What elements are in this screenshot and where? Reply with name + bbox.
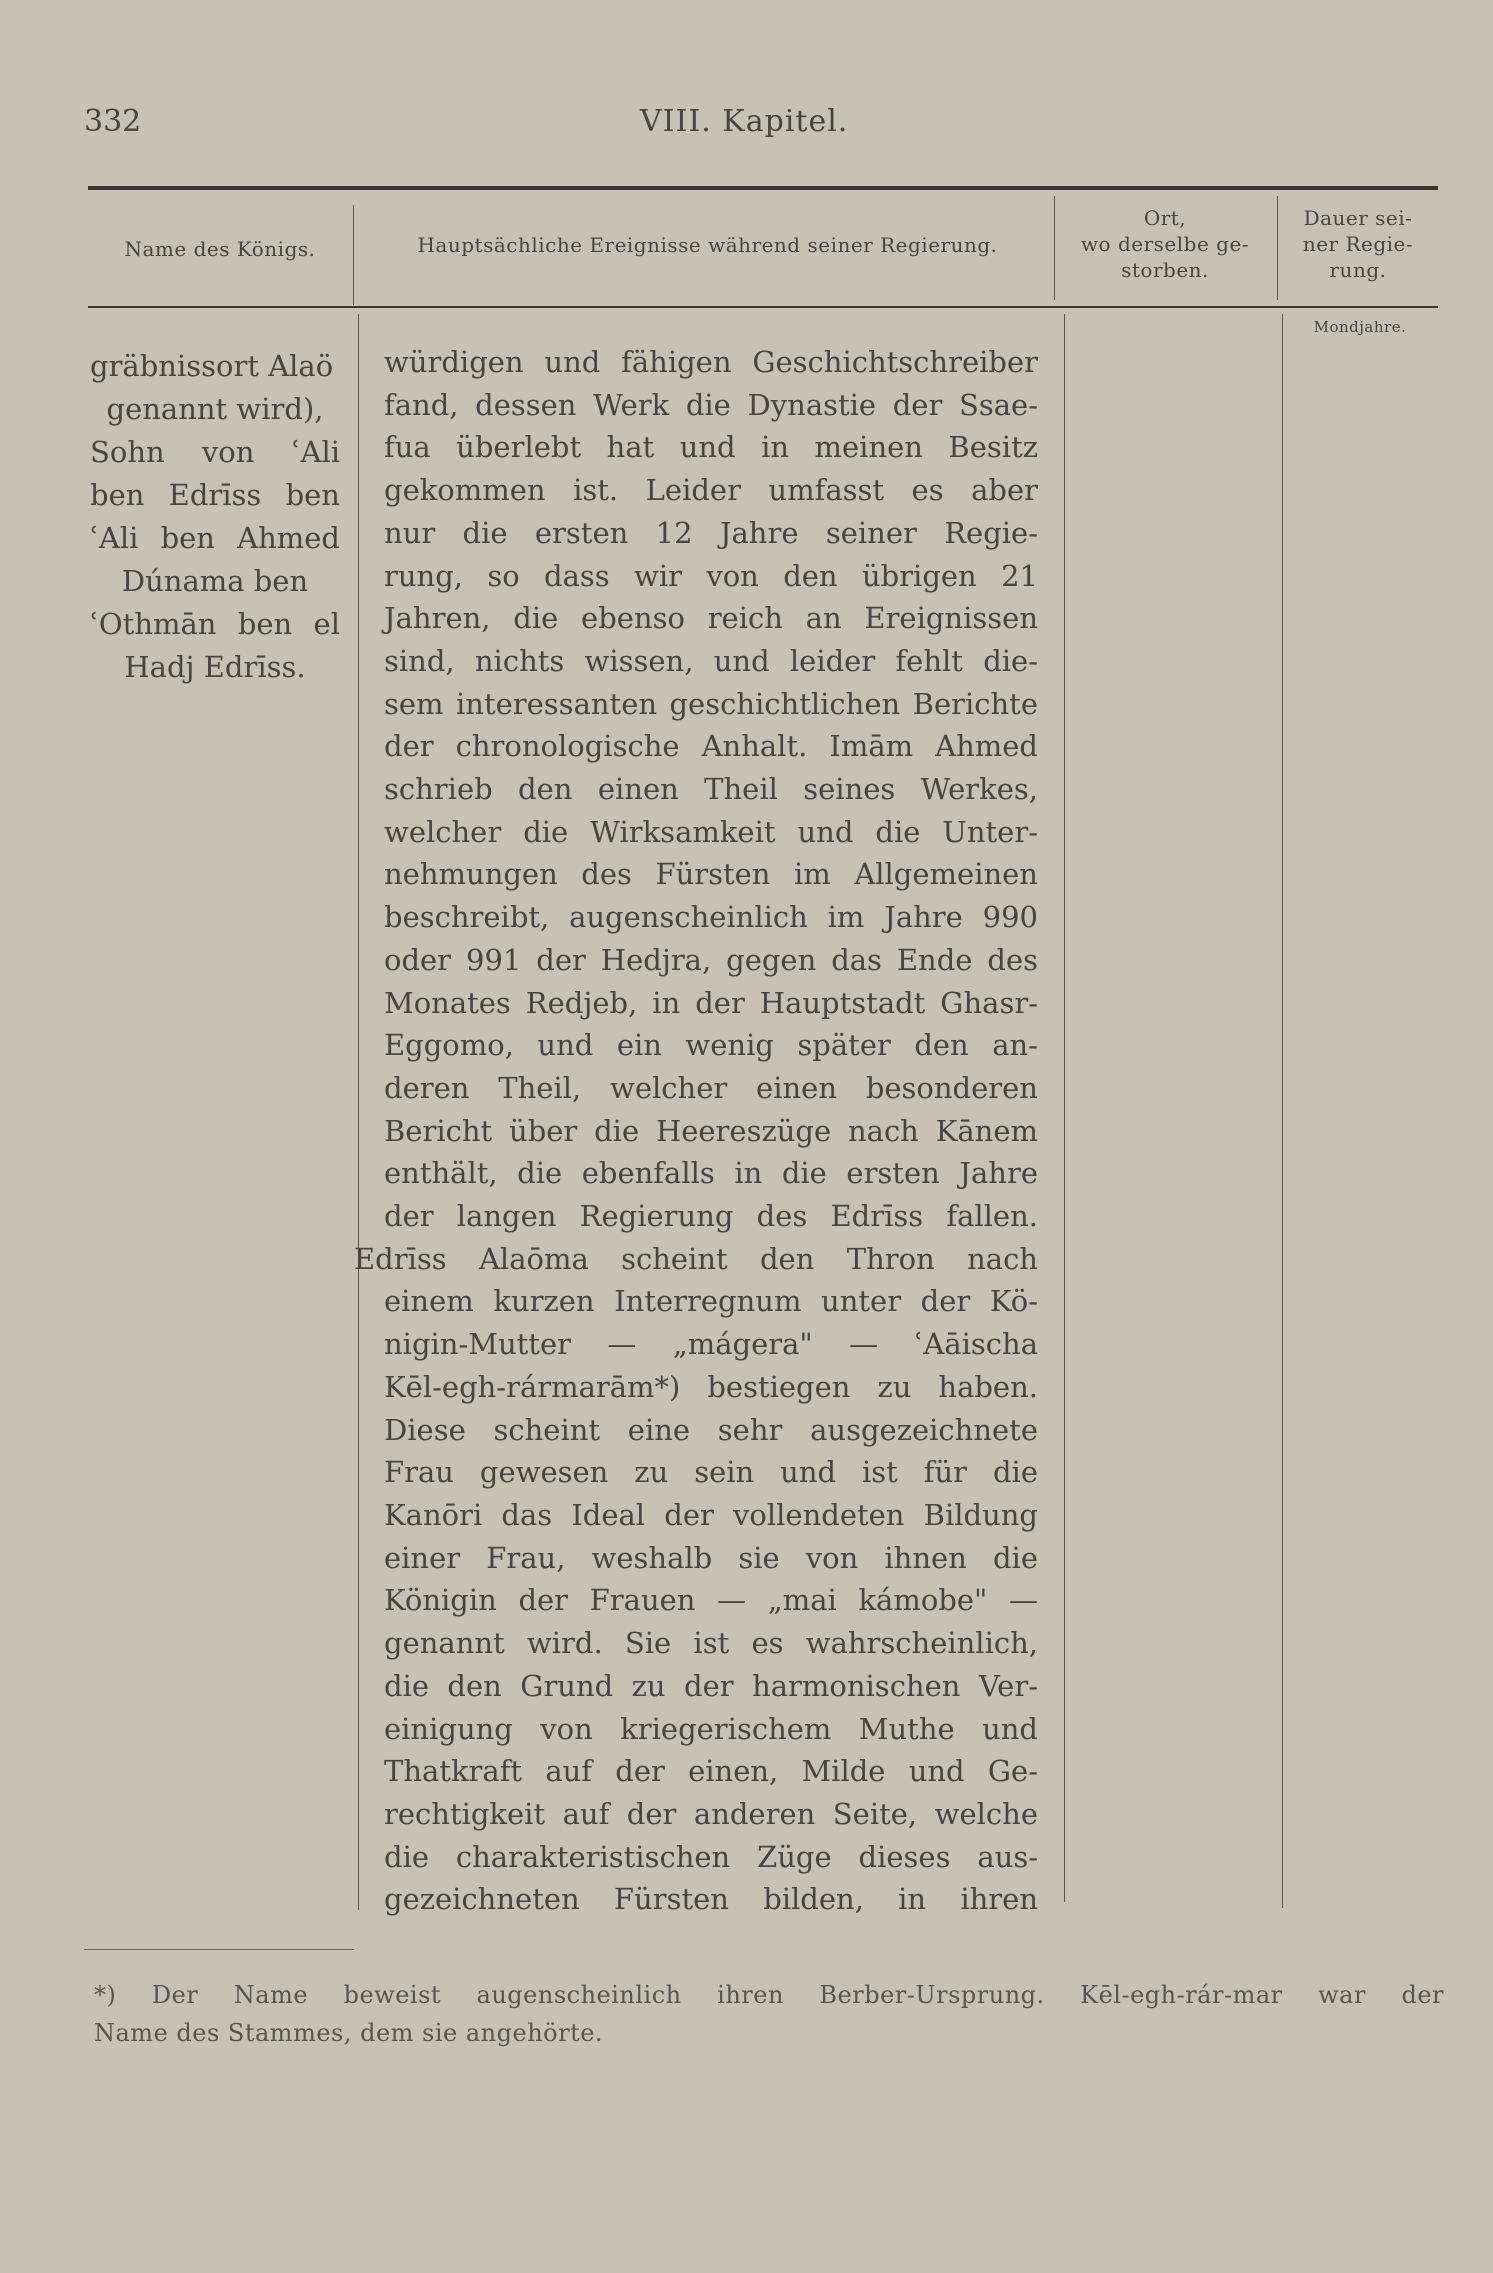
column-divider <box>1064 314 1065 1902</box>
table-top-rule <box>88 186 1438 190</box>
text-line: genannt wird), <box>106 392 324 426</box>
text-line: Diese scheint eine sehr ausgezeichnete <box>384 1412 1038 1447</box>
text-line: Dúnama ben <box>121 564 309 598</box>
text-line: die den Grund zu der harmonischen Ver- <box>384 1668 1038 1703</box>
text-line: rechtigkeit auf der anderen Seite, welche <box>384 1796 1038 1831</box>
text-line: sind, nichts wissen, und leider fehlt die- <box>384 643 1038 678</box>
table-header-rule <box>88 306 1438 308</box>
footnote <box>94 1976 1444 2052</box>
text-line: genannt wird. Sie ist es wahrscheinlich, <box>384 1626 1038 1661</box>
text-line: Kanōri das Ideal der vollendeten Bildung <box>384 1497 1038 1532</box>
text-line: Monates Redjeb, in der Hauptstadt Ghasr- <box>384 985 1038 1020</box>
text-line: würdigen und fähigen Geschichtschreiber <box>384 345 1038 379</box>
duration-unit-note: Mondjahre. <box>1313 318 1407 336</box>
text-line: gräbnissort Alaö <box>90 349 334 383</box>
footnote-rule <box>84 1949 354 1950</box>
text-line: rung, so dass wir von den übrigen 21 <box>384 558 1038 593</box>
text-line: oder 991 der Hedjra, gegen das Ende des <box>384 942 1038 977</box>
text-line: Königin der Frauen — „mai kámobe" — <box>384 1583 1038 1618</box>
chapter-title: VIII. Kapitel. <box>640 104 849 139</box>
column-divider <box>353 205 354 305</box>
text-line: der chronologische Anhalt. Imām Ahmed <box>384 729 1038 764</box>
text-line: fand, dessen Werk die Dynastie der Ssae- <box>384 387 1038 422</box>
header-king-name: Name des Königs. <box>124 237 316 261</box>
text-line: der langen Regierung des Edrīss fallen. <box>384 1199 1038 1234</box>
column-divider <box>358 314 359 1910</box>
column-divider <box>1282 314 1283 1908</box>
text-line: enthält, die ebenfalls in die ersten Jahre <box>384 1156 1038 1191</box>
text-line: ʿOthmān ben el <box>90 607 340 641</box>
events-cell <box>354 341 1038 1921</box>
column-divider <box>1277 196 1278 300</box>
text-line: welcher die Wirksamkeit und die Unter- <box>384 814 1038 849</box>
text-line: Thatkraft auf der einen, Milde und Ge- <box>384 1754 1038 1789</box>
footnote-line: *) Der Name beweist augenscheinlich ihren Berber-Ursprung. Kēl-egh-rár-mar war der <box>94 1981 1444 2009</box>
text-line: fua überlebt hat und in meinen Besitz <box>384 430 1038 465</box>
text-line: die charakteristischen Züge dieses aus- <box>384 1839 1038 1874</box>
text-line: nur die ersten 12 Jahre seiner Regie- <box>384 515 1038 550</box>
text-line: ben Edrīss ben <box>90 478 340 512</box>
text-line: nigin-Mutter — „mágera" — ʿAāischa <box>384 1327 1038 1362</box>
page-number: 332 <box>84 104 142 139</box>
text-line: Hadj Edrīss. <box>124 650 306 684</box>
text-line: Sohn von ʿAli <box>90 435 340 469</box>
text-line: Jahren, die ebenso reich an Ereignissen <box>384 601 1038 636</box>
text-line: Kēl-egh-rármarām*) bestiegen zu haben. <box>384 1369 1038 1404</box>
text-line: Frau gewesen zu sein und ist für die <box>384 1455 1038 1490</box>
text-line: einem kurzen Interregnum unter der Kö- <box>384 1284 1038 1319</box>
text-line: Bericht über die Heereszüge nach Kānem <box>384 1113 1038 1148</box>
column-divider <box>1054 196 1055 300</box>
header-place-of-death: Ort, wo derselbe ge- storben. <box>1080 206 1250 282</box>
text-line: nehmungen des Fürsten im Allgemeinen <box>384 857 1038 892</box>
footnote-line: Name des Stammes, dem sie angehörte. <box>94 2019 604 2047</box>
text-line: beschreibt, augenscheinlich im Jahre 990 <box>384 900 1038 935</box>
header-reign-duration: Dauer sei- ner Regie- rung. <box>1302 206 1414 282</box>
text-line: einer Frau, weshalb sie von ihnen die <box>384 1540 1038 1575</box>
text-line: deren Theil, welcher einen besonderen <box>384 1070 1038 1105</box>
text-line: einigung von kriegerischem Muthe und <box>384 1711 1038 1746</box>
running-head <box>0 104 1493 148</box>
king-name-cell <box>90 345 340 689</box>
text-line: sem interessanten geschichtlichen Berichte <box>384 686 1038 721</box>
text-line: schrieb den einen Theil seines Werkes, <box>384 772 1038 807</box>
text-line: gezeichneten Fürsten bilden, in ihren <box>384 1882 1038 1917</box>
text-line: ʿAli ben Ahmed <box>90 521 340 555</box>
text-line: Edrīss Alaōma scheint den Thron nach <box>354 1241 1038 1276</box>
text-line: Eggomo, und ein wenig später den an- <box>384 1028 1038 1063</box>
header-events: Hauptsächliche Ereignisse während seiner Regierung. <box>417 233 998 257</box>
text-line: gekommen ist. Leider umfasst es aber <box>384 473 1038 508</box>
